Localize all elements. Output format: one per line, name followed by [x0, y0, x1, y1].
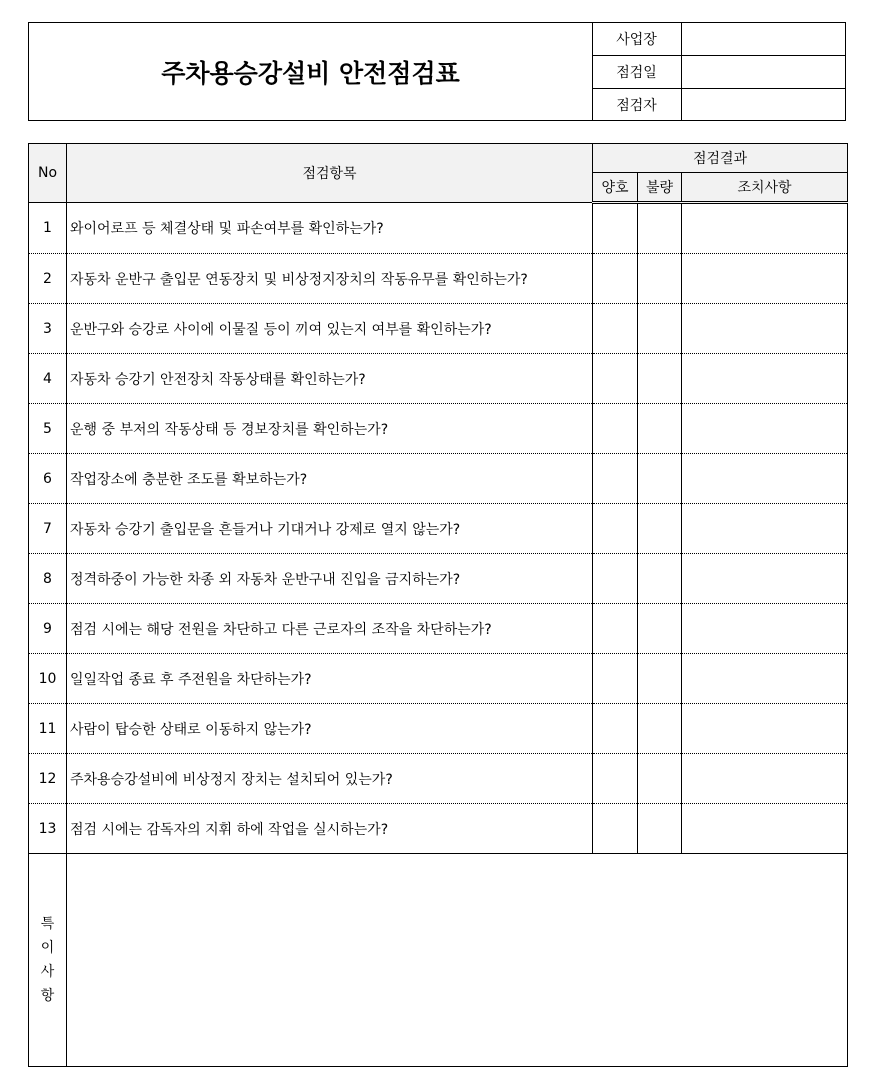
row-number: 10 [29, 654, 67, 704]
col-item-header: 점검항목 [67, 144, 593, 203]
action-cell[interactable] [682, 354, 848, 404]
check-item: 일일작업 종료 후 주전원을 차단하는가? [67, 654, 593, 704]
good-cell[interactable] [593, 304, 638, 354]
row-number: 7 [29, 504, 67, 554]
table-row [29, 504, 848, 554]
row-number: 4 [29, 354, 67, 404]
good-cell[interactable] [593, 704, 638, 754]
table-row [29, 804, 848, 854]
action-cell[interactable] [682, 804, 848, 854]
meta-row-date [592, 56, 845, 89]
col-good-header: 양호 [593, 173, 638, 203]
meta-label: 사업장 [592, 23, 682, 55]
date-field[interactable] [682, 56, 845, 88]
action-cell[interactable] [682, 704, 848, 754]
row-number: 9 [29, 604, 67, 654]
good-cell[interactable] [593, 554, 638, 604]
good-cell[interactable] [593, 654, 638, 704]
action-cell[interactable] [682, 304, 848, 354]
bad-cell[interactable] [638, 704, 682, 754]
table-row [29, 554, 848, 604]
bad-cell[interactable] [638, 254, 682, 304]
table-row [29, 654, 848, 704]
good-cell[interactable] [593, 203, 638, 254]
table-row [29, 454, 848, 504]
good-cell[interactable] [593, 604, 638, 654]
good-cell[interactable] [593, 454, 638, 504]
meta-row-site [592, 23, 845, 56]
check-item: 자동차 승강기 출입문을 흔들거나 기대거나 강제로 열지 않는가? [67, 504, 593, 554]
action-cell[interactable] [682, 254, 848, 304]
bad-cell[interactable] [638, 654, 682, 704]
table-row [29, 704, 848, 754]
check-item: 자동차 승강기 안전장치 작동상태를 확인하는가? [67, 354, 593, 404]
table-row [29, 404, 848, 454]
meta-label: 점검자 [592, 89, 682, 120]
bad-cell[interactable] [638, 754, 682, 804]
row-number: 8 [29, 554, 67, 604]
check-item: 사람이 탑승한 상태로 이동하지 않는가? [67, 704, 593, 754]
check-item: 운행 중 부저의 작동상태 등 경보장치를 확인하는가? [67, 404, 593, 454]
remarks-label-char: 특 [40, 916, 55, 932]
action-cell[interactable] [682, 604, 848, 654]
remarks-row [29, 854, 848, 1067]
table-row [29, 754, 848, 804]
check-item: 주차용승강설비에 비상정지 장치는 설치되어 있는가? [67, 754, 593, 804]
remarks-label-char: 항 [40, 988, 55, 1004]
table-row [29, 604, 848, 654]
check-item: 점검 시에는 해당 전원을 차단하고 다른 근로자의 조작을 차단하는가? [67, 604, 593, 654]
meta-label: 점검일 [592, 56, 682, 88]
col-no-header: No [29, 144, 67, 203]
action-cell[interactable] [682, 454, 848, 504]
check-item: 정격하중이 가능한 차종 외 자동차 운반구내 진입을 금지하는가? [67, 554, 593, 604]
bad-cell[interactable] [638, 804, 682, 854]
header-box [28, 22, 846, 121]
action-cell[interactable] [682, 404, 848, 454]
col-action-header: 조치사항 [682, 173, 848, 203]
site-field[interactable] [682, 23, 845, 55]
bad-cell[interactable] [638, 504, 682, 554]
meta-row-inspector [592, 89, 845, 120]
check-item: 작업장소에 충분한 조도를 확보하는가? [67, 454, 593, 504]
bad-cell[interactable] [638, 604, 682, 654]
action-cell[interactable] [682, 754, 848, 804]
table-row [29, 254, 848, 304]
bad-cell[interactable] [638, 354, 682, 404]
row-number: 3 [29, 304, 67, 354]
table-row [29, 203, 848, 254]
col-bad-header: 불량 [638, 173, 682, 203]
bad-cell[interactable] [638, 304, 682, 354]
row-number: 6 [29, 454, 67, 504]
row-number: 1 [29, 203, 67, 254]
action-cell[interactable] [682, 554, 848, 604]
good-cell[interactable] [593, 804, 638, 854]
row-number: 5 [29, 404, 67, 454]
check-item: 자동차 운반구 출입문 연동장치 및 비상정지장치의 작동유무를 확인하는가? [67, 254, 593, 304]
remarks-label [29, 854, 67, 1067]
meta-fields [592, 23, 845, 120]
action-cell[interactable] [682, 504, 848, 554]
bad-cell[interactable] [638, 454, 682, 504]
checklist-table [28, 143, 848, 1067]
col-result-header: 점검결과 [593, 144, 848, 173]
row-number: 2 [29, 254, 67, 304]
page-title: 주차용승강설비 안전점검표 [29, 23, 593, 120]
action-cell[interactable] [682, 203, 848, 254]
table-row [29, 304, 848, 354]
check-item: 점검 시에는 감독자의 지휘 하에 작업을 실시하는가? [67, 804, 593, 854]
remarks-field[interactable] [67, 854, 848, 1067]
good-cell[interactable] [593, 754, 638, 804]
bad-cell[interactable] [638, 203, 682, 254]
bad-cell[interactable] [638, 404, 682, 454]
row-number: 12 [29, 754, 67, 804]
check-item: 와이어로프 등 체결상태 및 파손여부를 확인하는가? [67, 203, 593, 254]
good-cell[interactable] [593, 354, 638, 404]
row-number: 13 [29, 804, 67, 854]
good-cell[interactable] [593, 504, 638, 554]
good-cell[interactable] [593, 254, 638, 304]
remarks-label-char: 이 [40, 940, 55, 956]
check-item: 운반구와 승강로 사이에 이물질 등이 끼여 있는지 여부를 확인하는가? [67, 304, 593, 354]
action-cell[interactable] [682, 654, 848, 704]
remarks-label-char: 사 [40, 964, 55, 980]
table-row [29, 354, 848, 404]
good-cell[interactable] [593, 404, 638, 454]
bad-cell[interactable] [638, 554, 682, 604]
inspector-field[interactable] [682, 89, 845, 120]
row-number: 11 [29, 704, 67, 754]
